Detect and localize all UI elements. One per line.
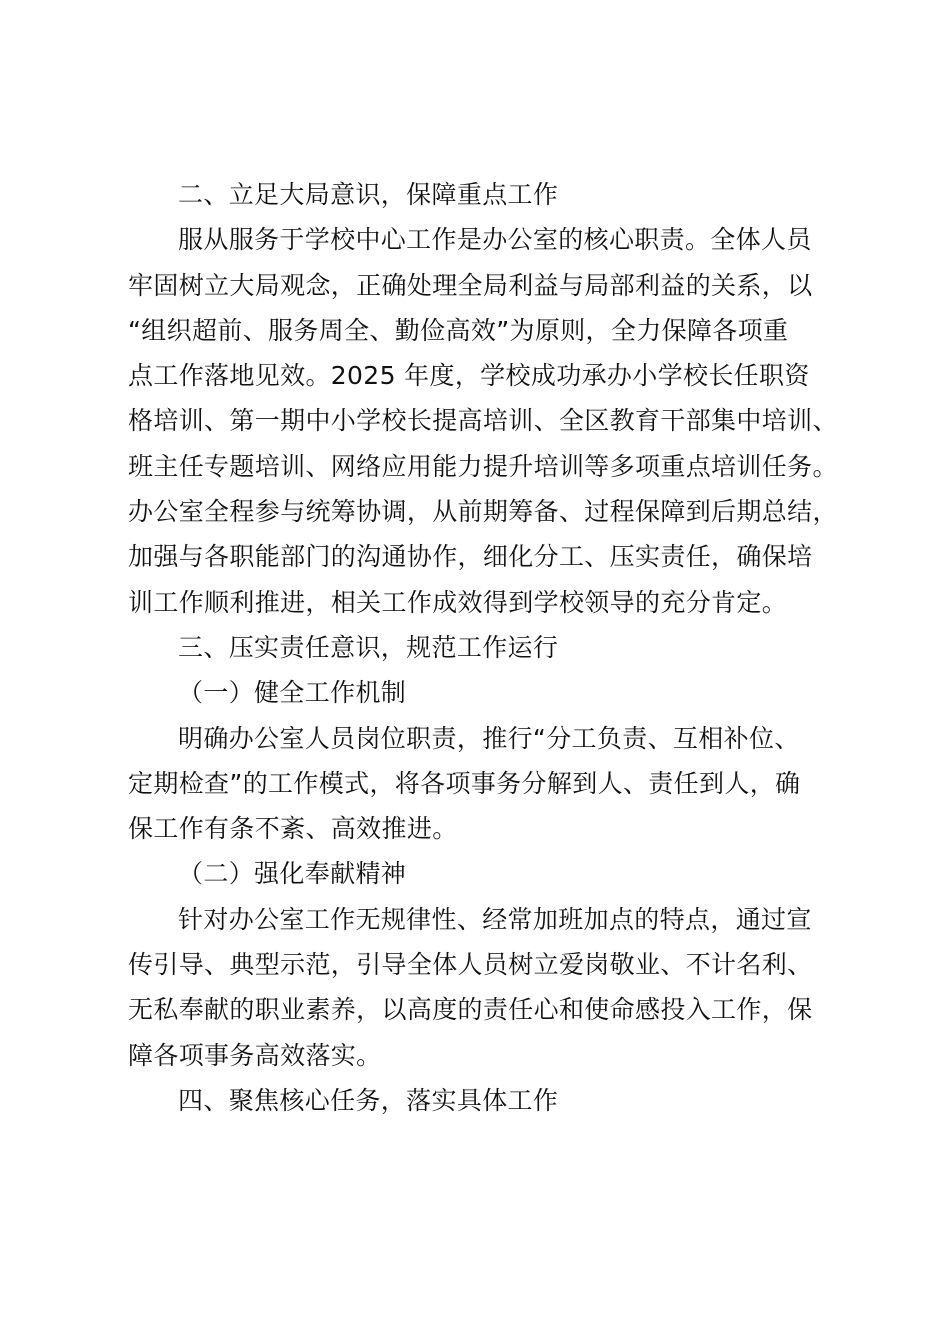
paragraph-line: 无私奉献的职业素养，以高度的责任心和使命感投入工作，保 <box>128 995 813 1025</box>
paragraph-line: 办公室全程参与统筹协调，从前期筹备、过程保障到后期总结， <box>128 497 838 527</box>
document-page <box>128 172 858 1123</box>
section-heading-2: 二、立足大局意识，保障重点工作 <box>178 180 559 209</box>
paragraph-line: 班主任专题培训、网络应用能力提升培训等多项重点培训任务。 <box>128 451 838 481</box>
paragraph-dedication <box>128 897 858 1078</box>
paragraph-line: 服从服务于学校中心工作是办公室的核心职责。全体人员 <box>178 225 812 255</box>
section-heading-4: 四、聚焦核心任务，落实具体工作 <box>178 1085 559 1115</box>
paragraph-line: 训工作顺利推进，相关工作成效得到学校领导的充分肯定。 <box>128 587 788 617</box>
subheading-dedication: （二）强化奉献精神 <box>178 859 407 889</box>
paragraph-line: 定期检查”的工作模式，将各项事务分解到人、责任到人，确 <box>128 768 801 798</box>
paragraph-work-mechanism <box>128 716 858 852</box>
paragraph-line: 传引导、典型示范，引导全体人员树立爱岗敬业、不计名利、 <box>128 950 813 980</box>
paragraph-line: 明确办公室人员岗位职责，推行“分工负责、互相补位、 <box>178 723 800 753</box>
paragraph-line: “组织超前、服务周全、勤俭高效”为原则，全力保障各项重 <box>128 315 789 345</box>
section-heading-3: 三、压实责任意识，规范工作运行 <box>178 632 559 662</box>
paragraph-line: 加强与各职能部门的沟通协作，细化分工、压实责任，确保培 <box>128 542 813 572</box>
paragraph-line: 牢固树立大局观念，正确处理全局利益与局部利益的关系，以 <box>128 270 813 300</box>
paragraph-overall-situation <box>128 217 858 625</box>
subheading-work-mechanism: （一）健全工作机制 <box>178 678 407 708</box>
paragraph-line: 障各项事务高效落实。 <box>128 1040 382 1070</box>
paragraph-line: 格培训、第一期中小学校长提高培训、全区教育干部集中培训、 <box>128 406 838 436</box>
paragraph-line: 点工作落地见效。2025 年度，学校成功承办小学校长任职资 <box>128 361 810 391</box>
paragraph-line: 保工作有条不紊、高效推进。 <box>128 814 458 844</box>
paragraph-line: 针对办公室工作无规律性、经常加班加点的特点，通过宣 <box>178 904 812 934</box>
